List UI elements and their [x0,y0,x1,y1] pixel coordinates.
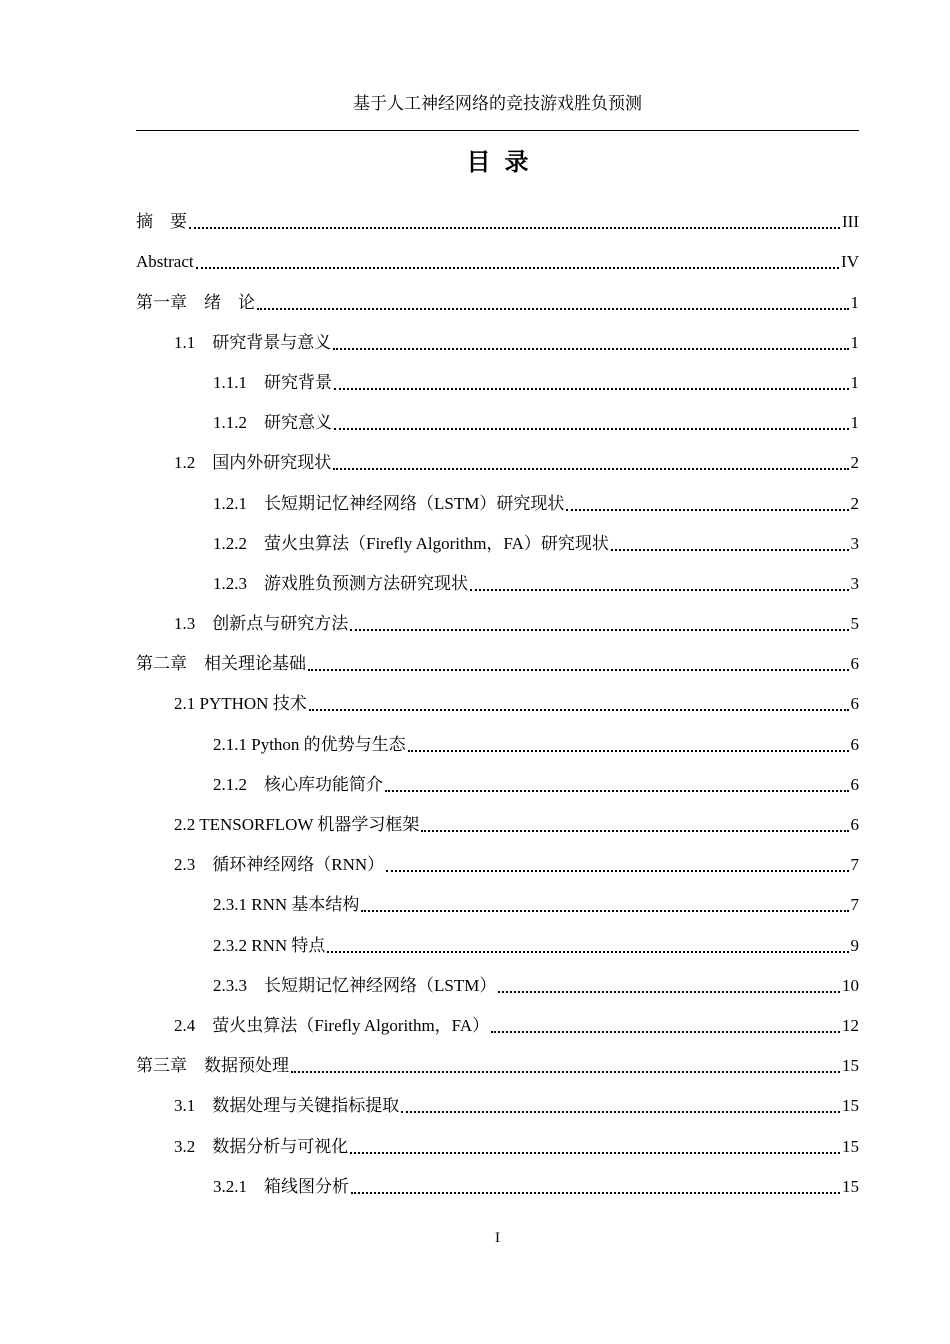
header-divider [136,130,859,131]
page-header: 基于人工神经网络的竞技游戏胜负预测 [353,94,642,113]
toc-dot-leader [334,388,849,390]
toc-entry-page: 2 [850,453,859,473]
toc-dot-leader [308,669,849,671]
table-of-contents [136,196,859,1201]
toc-dot-leader [385,790,849,792]
toc-dot-leader [386,870,848,872]
toc-dot-leader [189,227,840,229]
page-number: I [495,1230,500,1246]
toc-entry[interactable] [136,477,859,517]
toc-entry-page: 15 [842,1136,859,1156]
toc-entry[interactable] [136,960,859,1000]
toc-entry[interactable] [136,196,859,236]
toc-entry-page: 7 [850,895,859,915]
toc-entry[interactable] [136,1080,859,1120]
toc-dot-leader [333,348,848,350]
toc-entry-page: 10 [842,975,859,995]
toc-entry-page: 3 [850,573,859,593]
toc-dot-leader [491,1031,840,1033]
toc-entry-label: 1.2.1 长短期记忆神经网络（LSTM）研究现状 [213,493,565,513]
toc-dot-leader [334,428,849,430]
toc-entry-page: 6 [850,774,859,794]
toc-entry-label: 第三章 数据预处理 [136,1056,289,1076]
toc-entry-label: Abstract [136,252,194,272]
toc-entry-label: 2.3.2 RNN 特点 [213,935,326,955]
toc-entry-label: 摘 要 [136,212,187,232]
toc-entry-label: 1.2.2 萤火虫算法（Firefly Algorithm，FA）研究现状 [213,533,609,553]
toc-entry-label: 2.1.2 核心库功能简介 [213,774,383,794]
toc-dot-leader [470,589,849,591]
toc-dot-leader [350,629,848,631]
toc-entry[interactable] [136,397,859,437]
toc-dot-leader [611,549,849,551]
toc-dot-leader [291,1071,840,1073]
toc-entry[interactable] [136,759,859,799]
toc-entry-page: 3 [850,533,859,553]
toc-entry-label: 2.2 TENSORFLOW 机器学习框架 [174,815,420,834]
toc-entry[interactable] [136,317,859,357]
toc-entry-label: 1.2.3 游戏胜负预测方法研究现状 [213,573,468,593]
toc-dot-leader [257,308,849,310]
toc-entry-label: 1.1 研究背景与意义 [174,332,332,352]
toc-dot-leader [196,267,839,269]
toc-entry-page: 1 [850,413,859,433]
toc-dot-leader [498,991,840,993]
toc-entry[interactable] [136,879,859,919]
toc-dot-leader [361,910,848,912]
toc-entry-label: 2.4 萤火虫算法（Firefly Algorithm，FA） [174,1015,490,1035]
toc-entry-page: 6 [850,694,859,714]
toc-entry[interactable] [136,437,859,477]
toc-entry-label: 1.1.1 研究背景 [213,372,332,392]
toc-dot-leader [351,1192,840,1194]
toc-entry-label: 2.3.1 RNN 基本结构 [213,895,360,915]
toc-entry-label: 2.3 循环神经网络（RNN） [174,855,385,875]
toc-entry-label: 2.3.3 长短期记忆神经网络（LSTM） [213,975,497,995]
toc-entry-label: 1.3 创新点与研究方法 [174,614,349,634]
toc-entry-page: 1 [850,292,859,312]
toc-entry-label: 2.1.1 Python 的优势与生态 [213,734,406,754]
toc-entry-label: 3.2.1 箱线图分析 [213,1176,349,1196]
toc-entry-label: 3.2 数据分析与可视化 [174,1136,349,1156]
toc-entry[interactable] [136,638,859,678]
toc-dot-leader [350,1152,840,1154]
toc-entry-page: 12 [842,1015,859,1035]
toc-entry-page: III [842,212,859,232]
toc-entry[interactable] [136,799,859,839]
toc-entry-page: 6 [850,734,859,754]
toc-entry[interactable] [136,276,859,316]
toc-entry[interactable] [136,1161,859,1201]
toc-entry-page: 9 [850,935,859,955]
toc-entry-page: 1 [850,332,859,352]
toc-dot-leader [401,1111,840,1113]
toc-entry-label: 1.1.2 研究意义 [213,413,332,433]
toc-entry-page: 6 [850,815,859,834]
toc-entry[interactable] [136,1040,859,1080]
toc-entry-label: 1.2 国内外研究现状 [174,453,332,473]
toc-entry-label: 2.1 PYTHON 技术 [174,694,307,714]
toc-entry[interactable] [136,839,859,879]
toc-entry-page: 7 [850,855,859,875]
toc-entry[interactable] [136,357,859,397]
toc-entry[interactable] [136,919,859,959]
toc-dot-leader [421,830,848,832]
toc-title: 目录 [466,150,543,176]
toc-entry[interactable] [136,678,859,718]
toc-entry-page: 6 [850,654,859,674]
toc-entry-page: 15 [842,1056,859,1076]
toc-dot-leader [566,509,848,511]
toc-entry-label: 3.1 数据处理与关键指标提取 [174,1096,400,1116]
toc-entry-page: 5 [850,614,859,634]
toc-entry[interactable] [136,558,859,598]
toc-entry-page: IV [841,252,859,272]
toc-entry-page: 2 [850,493,859,513]
toc-entry[interactable] [136,718,859,758]
toc-entry[interactable] [136,598,859,638]
toc-dot-leader [408,750,849,752]
toc-entry[interactable] [136,1000,859,1040]
toc-entry[interactable] [136,518,859,558]
toc-dot-leader [333,468,848,470]
toc-entry-page: 1 [850,372,859,392]
toc-entry-label: 第二章 相关理论基础 [136,654,306,674]
toc-entry[interactable] [136,236,859,276]
toc-entry-page: 15 [842,1096,859,1116]
toc-entry-page: 15 [842,1176,859,1196]
toc-entry[interactable] [136,1120,859,1160]
toc-dot-leader [327,951,848,953]
toc-entry-label: 第一章 绪 论 [136,292,255,312]
toc-dot-leader [309,709,849,711]
